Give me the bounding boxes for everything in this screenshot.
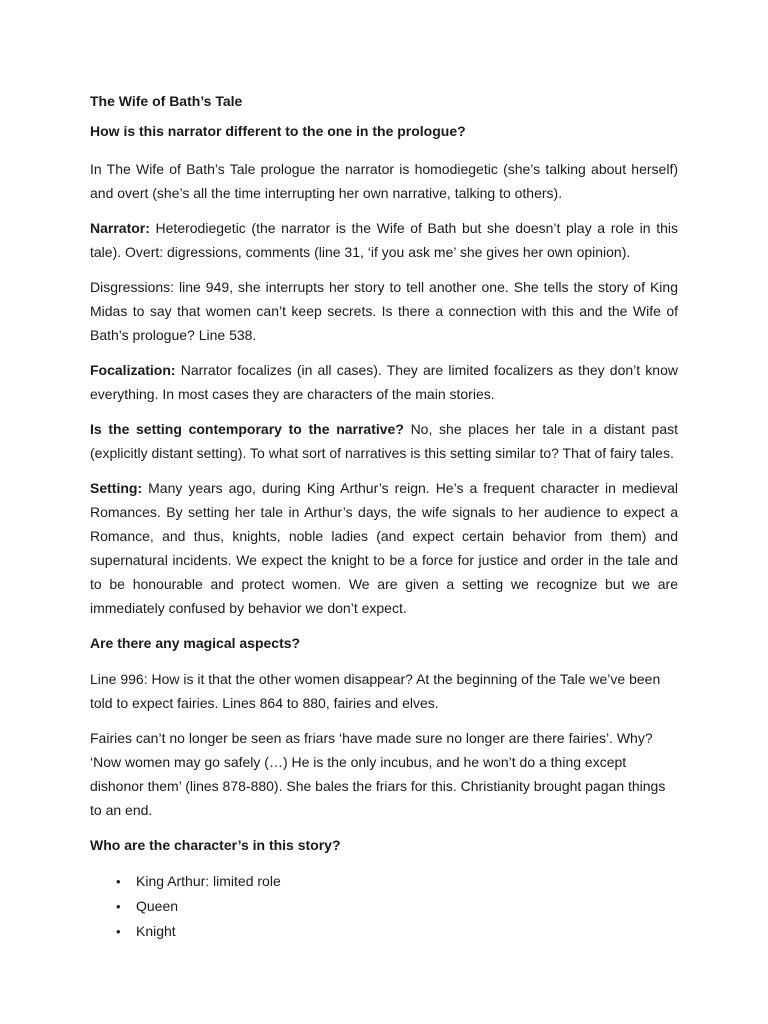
characters-list xyxy=(90,869,678,944)
list-item xyxy=(116,919,678,944)
setting-question-label: Is the setting contemporary to the narrative? xyxy=(90,421,404,437)
setting-label: Setting: xyxy=(90,480,143,496)
focalization-paragraph xyxy=(90,358,678,406)
setting-question-paragraph xyxy=(90,417,678,465)
focalization-text: Narrator focalizes (in all cases). They are limited focalizers as they don’t know everything. In most cases they are characters of the main stories. xyxy=(90,362,678,402)
document-title: The Wife of Bath’s Tale xyxy=(90,93,243,109)
character-item-label: Knight xyxy=(136,923,176,939)
digressions-paragraph: Disgressions: line 949, she interrupts her story to tell another one. She tells the story of King Midas to say that women can’t keep secrets. Is there a connection with this and the Wife of Bath’s prologue? Line 538. xyxy=(90,279,678,343)
magical-aspects-heading: Are there any magical aspects? xyxy=(90,635,301,651)
list-item xyxy=(116,869,678,894)
bullet-icon: • xyxy=(116,924,121,939)
setting-question-text: No, she places her tale in a distant past (explicitly distant setting). To what sort of narratives is this setting similar to? That of fairy tales. xyxy=(90,421,678,461)
setting-text: Many years ago, during King Arthur’s reign. He’s a frequent character in medieval Romances. By setting her tale in Arthur’s days, the wife signals to her audience to expect a Romance, and thus, knights, noble ladies (and expect certain behavior from them) and supernatural incidents. We expect the knight to be a force for justice and order in the tale and to be honourable and protect women. We are given a setting we recognize but we are immediately confused by behavior we don’t expect. xyxy=(90,480,678,616)
bullet-icon: • xyxy=(116,874,121,889)
setting-paragraph xyxy=(90,476,678,620)
narrator-label: Narrator: xyxy=(90,220,150,236)
focalization-label: Focalization: xyxy=(90,362,176,378)
prologue-narrator-paragraph: In The Wife of Bath’s Tale prologue the narrator is homodiegetic (she’s talking about herself) and overt (she’s all the time interrupting her own narrative, talking to others). xyxy=(90,161,678,201)
characters-heading: Who are the character’s in this story? xyxy=(90,837,341,853)
fairies-paragraph: Fairies can’t no longer be seen as friars ‘have made sure no longer are there fairies’. Why? ‘Now women may go safely (…) He is the only incubus, and he won’t do a thing except dishonor them’ (lines 878-880). She bales the friars for this. Christianity brought pagan things to an end. xyxy=(90,730,666,818)
bullet-icon: • xyxy=(116,899,121,914)
narrator-paragraph xyxy=(90,216,678,264)
question-narrator-heading: How is this narrator different to the one in the prologue? xyxy=(90,123,466,139)
character-item-label: King Arthur: limited role xyxy=(136,873,281,889)
list-item xyxy=(116,894,678,919)
narrator-text: Heterodiegetic (the narrator is the Wife of Bath but she doesn’t play a role in this tale). Overt: digressions, comments (line 31, ‘if you ask me’ she gives her own opinion). xyxy=(90,220,678,260)
character-item-label: Queen xyxy=(136,898,179,914)
line-996-paragraph: Line 996: How is it that the other women disappear? At the beginning of the Tale we’ve been told to expect fairies. Lines 864 to 880, fairies and elves. xyxy=(90,671,661,711)
